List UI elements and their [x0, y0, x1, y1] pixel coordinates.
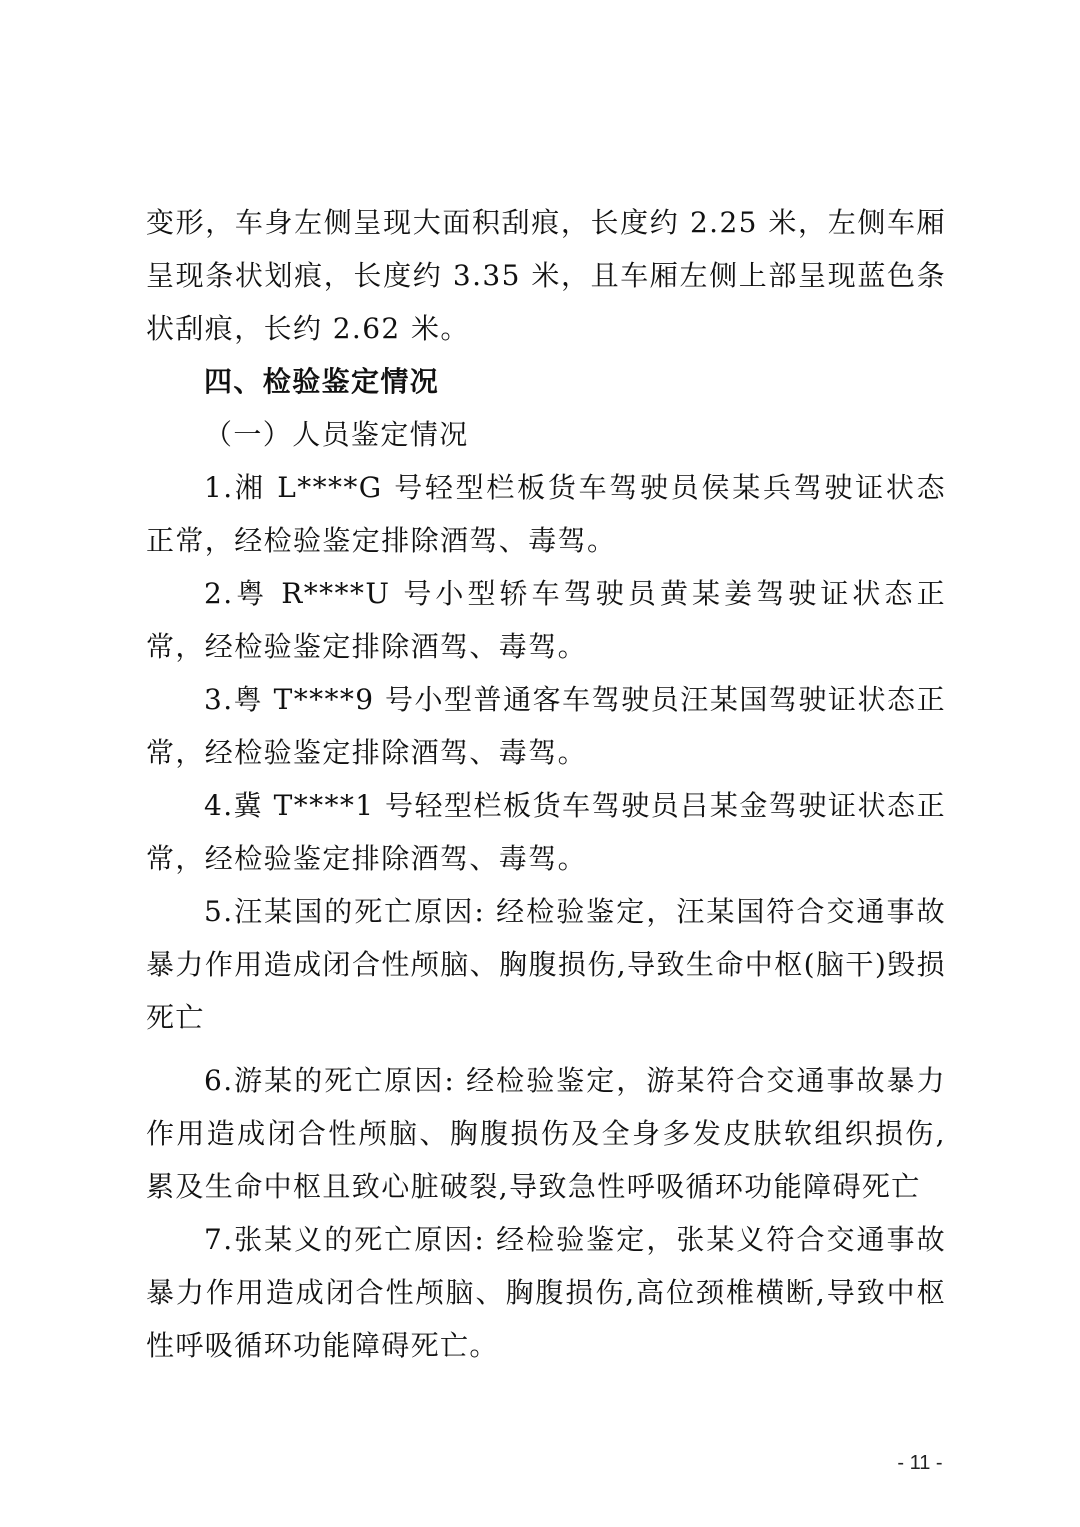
document-body [146, 196, 946, 1372]
list-item: 3.粤 T****9 号小型普通客车驾驶员汪某国驾驶证状态正常，经检验鉴定排除酒驾、毒驾。 [146, 683, 946, 769]
list-item: 6.游某的死亡原因: 经检验鉴定，游某符合交通事故暴力作用造成闭合性颅脑、胸腹损伤及全身多发皮肤软组织损伤,累及生命中枢且致心脏破裂,导致急性呼吸循环功能障碍死亡 [146, 1064, 946, 1203]
list-item: 7.张某义的死亡原因: 经检验鉴定，张某义符合交通事故暴力作用造成闭合性颅脑、胸腹损伤,高位颈椎横断,导致中枢性呼吸循环功能障碍死亡。 [146, 1223, 946, 1362]
list-item: 5.汪某国的死亡原因: 经检验鉴定，汪某国符合交通事故暴力作用造成闭合性颅脑、胸腹损伤,导致生命中枢(脑干)毁损死亡 [146, 895, 946, 1034]
section-heading: 四、检验鉴定情况 [204, 365, 440, 398]
subsection-heading: （一）人员鉴定情况 [204, 418, 469, 451]
list-item: 2.粤 R****U 号小型轿车驾驶员黄某姜驾驶证状态正常，经检验鉴定排除酒驾、毒驾。 [146, 577, 946, 663]
list-item: 4.冀 T****1 号轻型栏板货车驾驶员吕某金驾驶证状态正常，经检验鉴定排除酒驾、毒驾。 [146, 789, 946, 875]
list-item: 1.湘 L****G 号轻型栏板货车驾驶员侯某兵驾驶证状态正常，经检验鉴定排除酒驾、毒驾。 [146, 471, 946, 557]
body-paragraph: 变形，车身左侧呈现大面积刮痕，长度约 2.25 米，左侧车厢呈现条状划痕，长度约 3.35 米，且车厢左侧上部呈现蓝色条状刮痕，长约 2.62 米。 [146, 206, 946, 345]
page-number: - 11 - [897, 1452, 943, 1474]
